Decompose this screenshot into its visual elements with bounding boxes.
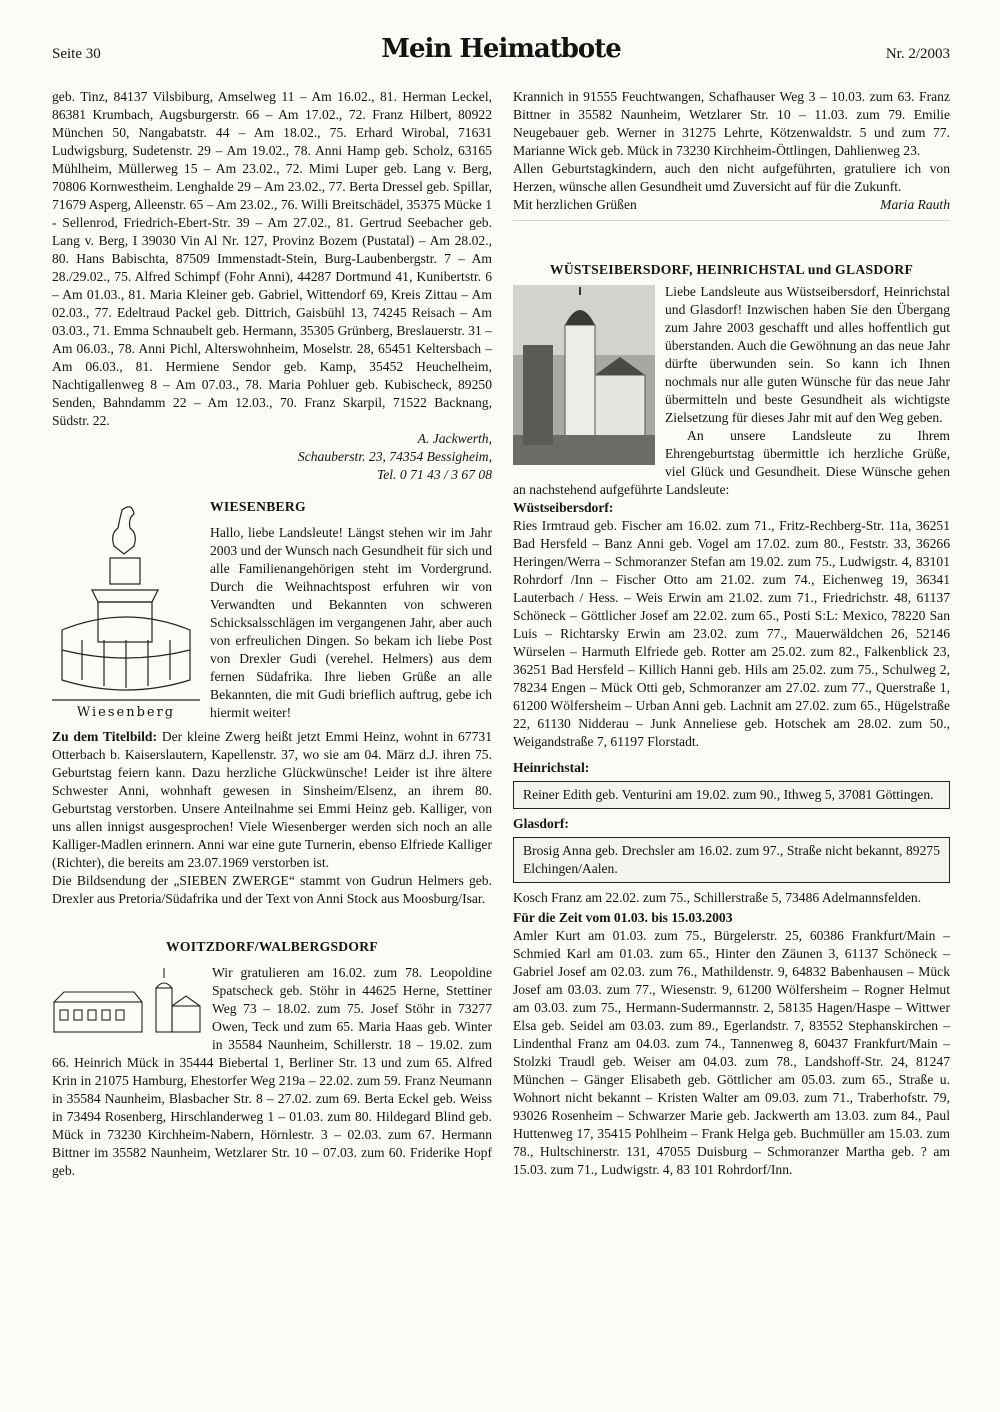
signature-address: Schauberstr. 23, 74354 Bessigheim, (297, 449, 492, 464)
heinrichstal-heading: Heinrichstal: (513, 760, 590, 775)
section-title-wuestseibersdorf: WÜSTSEIBERSDORF, HEINRICHSTAL und GLASDORF (549, 262, 914, 277)
wiesenberg-section (52, 498, 492, 722)
issue-number: Nr. 2/2003 (885, 46, 950, 62)
greeting-text: Allen Geburtstagkindern, auch den nicht aufgeführten, gratuliere ich von Herzen, wünsche allen Gesundheit umd Zuversicht auf für die Zukunft. (513, 161, 950, 194)
fountain-illustration (52, 500, 200, 720)
divider (513, 220, 950, 221)
woitzdorf-section (52, 964, 492, 1180)
wiesenberg-text: Hallo, liebe Landsleute! Längst stehen wir im Jahr 2003 und der Wunsch nach Gesundheit für sich und alle Familienangehörigen steht im Vordergrund. Durch die Weihnachtspost erfuhren wir von Verwandten und Bekannten von schweren Schicksalsschlägen im vergangenen Jahr, aber auch von erfreulichen Dingen. So bekam ich liebe Post von Drexler Gudi (verehel. Helmers) aus dem fernen Südafrika. Ihre lieben Grüße an alle Bekannten, die mit Gudi brieflich auftrug, gebe ich hiermit weiter! (210, 525, 492, 720)
church-village-illustration (52, 966, 202, 1036)
right-column (513, 88, 950, 1179)
wuest-birthday-list: Ries Irmtraud geb. Fischer am 16.02. zum 71., Fritz-Rechberg-Str. 11a, 36251 Bad Hersfeld – Banz Anni geb. Vogel am 17.02. zum 80., Feststr. 33, 36266 Heringen/Werra – Schmoranzer Stefan am 19.02. zum 75., Ludwigstr. 4, 83101 Rohrdorf /Inn – Fischer Otto am 21.02. zum 74., Eichenweg 19, 36341 Lauterbach / Hess. – Weis Erwin am 21.02. zum 71., Friedrichstr. 48, 61137 Schöneck – Göttlicher Josef am 22.02. zum 65., Posti S:L: Mexico, 78220 San Luis – Richtarsky Erwin am 23.02. zum 77., Mauerwäldchen 26, 52146 Würselen – Harmuth Elfriede geb. Rotter am 25.02. zum 82., Falkenblick 23, 36251 Bad Hersfeld – Killich Hanni geb. Hils am 25.02. zum 75., Schulweg 2, 78234 Engen – Mück Otti geb, Schmoranzer am 27.02. zum 77., Querstraße 1, 61200 Wölfersheim – Urban Anni geb. Lachnit am 27.02. zum 65., Hügelstraße 22, 61130 Nidderau – Junk Anneliese geb. Hotschek am 28.02. zum 50., Weigandstraße 7, 61197 Florstadt. (513, 518, 950, 749)
titelbild-text: Der kleine Zwerg heißt jetzt Emmi Heinz, wohnt in 67731 Otterbach b. Kaiserslautern, Kapellenstr. 37, wo sie am 04. März d.J. ihren 75. Geburtstag feiern kann. Dazu herzliche Glückwünsche! Leider ist ihre ältere Schwester Anni, wohnhaft gewesen in Sinsheim/Elsenz, an ihrem 80. Geburtstag verstorben. Unsere Anteilnahme sei Emmi Heinz geb. Kalliger, von uns allen innigst ausgesprochen! Viele Wiesenberger werden sich noch an alle Kalliger-Madlen erinnern. Anni war eine gute Turnerin, ebenso Elfriede Kalliger (Richter), die bereits am 23.07.1969 verstorben ist. (52, 729, 492, 870)
signature-phone: Tel. 0 71 43 / 3 67 08 (376, 467, 492, 482)
signature-name: A. Jackwerth, (417, 431, 492, 446)
period-birthday-list: Amler Kurt am 01.03. zum 75., Bürgelerstr. 25, 60386 Frankfurt/Main – Schmied Karl am 01.03. zum 65., Hinter den Zäunen 3, 61137 Schöneck – Gabriel Josef am 02.03. zum 76., Mathildenstr. 9, 64832 Babenhausen – Mück Josef am 03.03. zum 77., Wiesenstr. 9, 61200 Wölfersheim – Rogner Helmut am 03.03. zum 75., Hermann-Sudermannstr. 2, 58135 Hagen/Haspe – Wittwer Elsa geb. Seidel am 03.03. zum 89., Egerlandstr. 7, 83552 Stephanskirchen – Lindenthal Franz am 04.03. zum 74., Tannenweg 8, 60437 Frankfurt/Main – Stolzki Traudl geb. Weiser am 04.03. zum 78., Landshoff-Str. 24, 81247 München – Gänger Elisabeth geb. Göttlicher am 05.03. zum 65., Straße u. Wohnort nicht bekannt – Kristen Walter am 09.03. zum 71., Traberhofstr. 79, 93026 Rosenheim – Schwarzer Marie geb. Jackwerth am 13.03. zum 84., Paul Huttenweg 17, 35415 Pohlheim – Frank Helga geb. Buchmüller am 15.03. zum 78., Hultschinerstr. 131, 47055 Duisburg – Schmoranzer Martha geb. ? am 15.03. zum 71., Ludwigstr. 4, 83 101 Rohrdorf/Inn. (513, 928, 950, 1177)
page-number: Seite 30 (52, 46, 101, 62)
wiesenberg-image-caption: Wiesenberg (76, 705, 176, 720)
woitzdorf-continued: Krannich in 91555 Feuchtwangen, Schafhauser Weg 3 – 10.03. zum 63. Franz Bittner in 35582 Naunheim, Wetzlarer Str. 10 – 11.03. zum 79. Emilie Neugebauer geb. Werner in 31275 Lehrte, Kötzenwaldstr. 5 und zum 77. Marianne Wick geb. Mück in 73230 Kirchheim-Öttlingen, Dahlienweg 23. (513, 89, 950, 158)
bildsendung-text: Die Bildsendung der „SIEBEN ZWERGE“ stammt von Gudrun Helmers geb. Drexler aus Pretoria/Südafrika und der Text von Anni Stock aus Moosburg/Isar. (52, 873, 492, 906)
wuest-paragraph-2: An unsere Landsleute zu Ihrem Ehrengeburtstag übermittle ich herzliche Grüße, viel Glück und Gesundheit. Diese Wünsche gehen an nachstehend aufgeführte Landsleute: (513, 428, 950, 497)
titelbild-label: Zu dem Titelbild: (52, 729, 158, 744)
closing-text: Mit herzlichen Grüßen (513, 197, 637, 212)
closing-signature: Maria Rauth (880, 197, 950, 212)
glasdorf-heading: Glasdorf: (513, 816, 569, 831)
page-header (52, 34, 950, 70)
glasdorf-entry: Brosig Anna geb. Drechsler am 16.02. zum 97., Straße nicht bekannt, 89275 Elchingen/Aalen. (523, 843, 940, 876)
masthead-title: Mein Heimatbote (381, 34, 621, 64)
section-title-wiesenberg: WIESENBERG (210, 499, 306, 514)
glasdorf-box (513, 837, 950, 883)
kosch-entry: Kosch Franz am 22.02. zum 75., Schillerstraße 5, 73486 Adelmannsfelden. (513, 890, 922, 905)
wuest-intro: Liebe Landsleute aus Wüstseibersdorf, Heinrichstal und Glasdorf! Inzwischen haben Sie den Übergang zum Jahre 2003 geschafft und alles hoffentlich gut überstanden. Auch die Gewöhnung an das neue Jahr dürfte überwunden sein. So kann ich Ihnen nochmals nur alle guten Wünsche für das neue Jahr übermitteln und beste Gesundheit als wichtigste Zielsetzung für dieses Jahr mit auf den Weg geben. (665, 284, 950, 425)
wuest-subheading: Wüstseibersdorf: (513, 500, 614, 515)
heinrichstal-entry: Reiner Edith geb. Venturini am 19.02. zum 90., Ithweg 5, 37081 Göttingen. (523, 787, 934, 802)
heinrichstal-box (513, 781, 950, 809)
church-photo (513, 285, 655, 465)
left-column (52, 88, 492, 1180)
period-heading: Für die Zeit vom 01.03. bis 15.03.2003 (513, 910, 733, 925)
birthday-list-continued: geb. Tinz, 84137 Vilsbiburg, Amselweg 11 – Am 16.02., 81. Herman Leckel, 86381 Krumbach, Augsburgerstr. 66 – Am 17.02., 72. Franz Hilbert, 80922 München 50, Nangabatstr. 44 – Am 18.02., 75. Erhard Wirobal, 71631 Ludwigsburg, Sudetenstr. 29 – Am 19.02., 78. Anni Hamp geb. Scholz, 63165 Mühlheim, Müllerweg 15 – Am 23.02., 72. Mimi Luper geb. Lang v. Berg, 70806 Kornwestheim. Lenghalde 29 – Am 23.02., 77. Berta Dressel geb. Spillar, 71679 Asperg, Alleenstr. 65 – Am 23.02., 76. Willi Breitschädel, 35375 Mücke 1 - Sellenrod, Friedrich-Ebert-Str. 39 – Am 27.02., 81. Gertrud Seebacher geb. Lang v. Berg, I 39030 Vin Al Nr. 127, Provinz Bozem (Pustatal) – Am 28.02., 80. Hans Babischta, 87509 Immenstadt-Stein, Burg-Laubenbergstr. 7 – Am 28./29.02., 75. Alfred Schimpf (Fohr Anni), 44287 Dortmund 41, Kunibertstr. 6 – Am 01.03., 81. Maria Kleiner geb. Gabriel, Wittendorf 69, Kreis Zittau – Am 02.03., 77. Edeltraud Packel geb. Dittrich, Gaisbühl 13, 74245 Reisach – Am 03.03., 71. Emma Schnaubelt geb. Hermann, 35305 Grünberg, Breslauerstr. 31 – Am 06.03., 78. Anni Pichl, Alterswohnheim, Moselstr. 28, 65451 Keltersbach – Am 06.03., 81. Hermiene Sendor geb. Kamp, 35452 Heuchelheim, Nachtigallenweg 8 – Am 07.03., 78. Maria Pohluer geb. Kubischeck, 89250 Senden, Bahndamm 22 – Am 12.03., 70. Franz Skarpil, 71522 Backnang, Südstr. 22. (52, 89, 492, 428)
section-title-woitzdorf: WOITZDORF/WALBERGSDORF (165, 939, 379, 954)
woitzdorf-text: Wir gratulieren am 16.02. zum 78. Leopoldine Spatscheck geb. Stöhr in 44625 Herne, Stettiner Weg 73 – 18.02. zum 75. Josef Stöhr in 73277 Owen, Teck und zum 65. Maria Haas geb. Winter in 35584 Naunheim, Schillerstr. 18 – 19.02. zum 66. Heinrich Mück in 35444 Biebertal 1, Berliner Str. 13 und zum 65. Alfred Krin in 21075 Hamburg, Ehestorfer Weg 219a – 22.02. zum 59. Franz Neumann in 35584 Naunheim, Blasbacher Str. 8 – 27.02. zum 69. Berta Eckel geb. Weiss in 73494 Rosenberg, Hirschlanderweg 1 – 01.03. zum 80. Hildegard Blind geb. Mück in 73230 Kirchheim-Nabern, Hörnlestr. 3 – 02.03. zum 67. Hermann Bittner im 35582 Naunheim, Wetzlarer Str. 10 – 07.03. zum 60. Friderike Hopf geb. (52, 965, 492, 1178)
wuest-section (513, 283, 950, 499)
